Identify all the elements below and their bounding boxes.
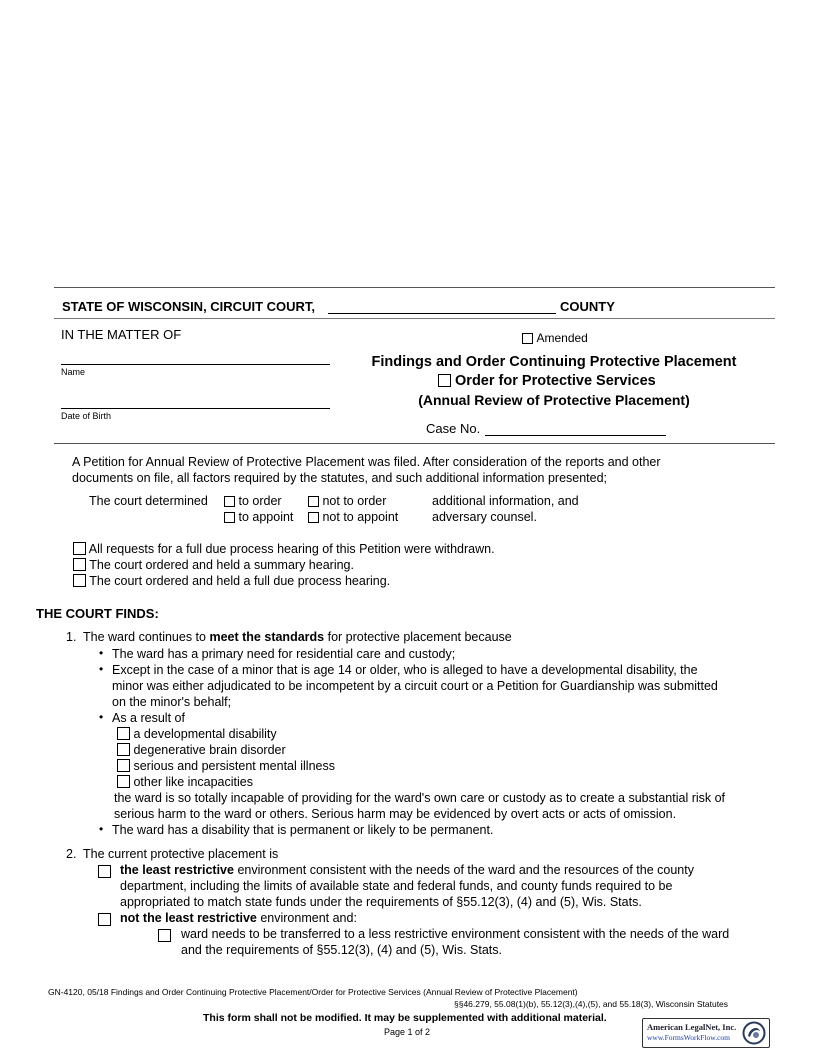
hearing-summary-checkbox[interactable] (73, 558, 86, 571)
not-to-appoint-option[interactable] (308, 510, 398, 524)
condition-other[interactable] (117, 775, 253, 789)
statutes-line: §§46.279, 55.08(1)(b), 55.12(3),(4),(5), and 55.18(3), Wisconsin Statutes (454, 999, 729, 1009)
finding-1-result-l1: the ward is so totally incapable of providing for the ward's own care or custody as to create a substantial risk of (114, 791, 726, 805)
court-line-prefix: STATE OF WISCONSIN, CIRCUIT COURT, (62, 299, 316, 314)
condition-degenerative[interactable] (117, 743, 286, 757)
logo-line-1: American LegalNet, Inc. (647, 1022, 737, 1032)
matter-label: IN THE MATTER OF (61, 327, 182, 342)
finding-1-bullet-2-l2: minor was either adjudicated to be incompetent by a circuit court or a Petition for Guardianship was submitted (112, 679, 718, 693)
condition-checkbox[interactable] (117, 775, 130, 788)
dob-label: Date of Birth (61, 411, 112, 421)
county-label: COUNTY (560, 299, 615, 314)
finding-2-intro: The current protective placement is (83, 847, 279, 861)
least-restrictive-l3: appropriated to match state funds under the requirements of §55.12(3), (4) and (5), Wis. Stats. (120, 895, 642, 909)
condition-mental-illness[interactable] (117, 759, 335, 773)
least-restrictive-checkbox[interactable] (98, 865, 111, 878)
finding-1-number: 1. (66, 630, 77, 644)
bullet-icon: • (99, 710, 104, 724)
title-line-2[interactable] (438, 373, 656, 389)
findings-heading: THE COURT FINDS: (36, 606, 159, 621)
condition-developmental[interactable] (117, 727, 277, 741)
not-to-order-option[interactable] (308, 494, 386, 508)
not-to-appoint-checkbox[interactable] (308, 512, 319, 523)
not-least-restrictive-checkbox[interactable] (98, 913, 111, 926)
condition-checkbox[interactable] (117, 759, 130, 772)
case-no-label: Case No. (426, 421, 481, 436)
top-rule (54, 287, 775, 288)
to-appoint-label: to appoint (238, 510, 294, 524)
title-line-3: (Annual Review of Protective Placement) (418, 392, 690, 408)
bullet-icon: • (99, 822, 104, 836)
form-footer-line: GN-4120, 05/18 Findings and Order Continuing Protective Placement/Order for Protective Services (Annual Review of Protective Placement) (48, 987, 578, 997)
protective-services-checkbox[interactable] (438, 374, 451, 387)
hearing-withdrawn-checkbox[interactable] (73, 542, 86, 555)
condition-checkbox[interactable] (117, 727, 130, 740)
condition-label: other like incapacities (133, 775, 253, 789)
finding-1-intro (83, 630, 512, 644)
finding-1-bullet-1: The ward has a primary need for residential care and custody; (112, 647, 456, 661)
to-order-checkbox[interactable] (224, 496, 235, 507)
dob-field[interactable] (61, 408, 330, 409)
header-rule (54, 318, 775, 319)
publisher-logo (642, 1018, 770, 1048)
finding-1-result-l2: serious harm to the ward or others. Serious harm may be evidenced by overt acts or acts of omission. (114, 807, 677, 821)
finding-1-pre: The ward continues to (83, 630, 206, 644)
additional-info-text: additional information, and (432, 494, 579, 508)
determined-label: The court determined (89, 494, 208, 508)
modification-notice: This form shall not be modified. It may be supplemented with additional material. (203, 1012, 607, 1024)
title-line-1: Findings and Order Continuing Protective Placement (371, 354, 737, 370)
transfer-checkbox[interactable] (158, 929, 171, 942)
to-appoint-option[interactable] (224, 510, 293, 524)
name-label: Name (61, 367, 86, 377)
to-order-label: to order (238, 494, 282, 508)
bullet-icon: • (99, 662, 104, 676)
case-no-field[interactable] (485, 435, 666, 436)
finding-1-bold: meet the standards (209, 630, 325, 644)
amended-checkbox[interactable] (522, 333, 533, 344)
least-restrictive-l1 (120, 863, 694, 877)
to-order-option[interactable] (224, 494, 282, 508)
intro-line-1: A Petition for Annual Review of Protective Placement was filed. After consideration of the reports and other (72, 455, 661, 469)
hearing-withdrawn-label: All requests for a full due process hearing of this Petition were withdrawn. (88, 542, 495, 556)
finding-1-bullet-3: As a result of (112, 711, 185, 725)
condition-checkbox[interactable] (117, 743, 130, 756)
not-least-restrictive-bold: not the least restrictive (120, 911, 257, 925)
condition-label: a developmental disability (133, 727, 277, 741)
county-field[interactable] (328, 313, 556, 314)
name-field[interactable] (61, 364, 330, 365)
title-line-2-label: Order for Protective Services (455, 373, 656, 389)
not-to-order-label: not to order (322, 494, 387, 508)
hearing-full-label: The court ordered and held a full due process hearing. (89, 574, 391, 588)
condition-label: serious and persistent mental illness (133, 759, 335, 773)
amended-label: Amended (536, 331, 588, 345)
not-to-appoint-label: not to appoint (322, 510, 399, 524)
finding-1-bullet-4: The ward has a disability that is permanent or likely to be permanent. (112, 823, 494, 837)
logo-globe-icon (742, 1021, 766, 1045)
hearing-option-summary[interactable] (73, 558, 354, 572)
intro-line-2: documents on file, all factors required by the statutes, and such additional information presented; (72, 471, 608, 485)
page-number: Page 1 of 2 (384, 1027, 431, 1037)
hearing-full-checkbox[interactable] (73, 574, 86, 587)
least-restrictive-l2: department, including the limits of available state and federal funds, and county funds required to be (120, 879, 673, 893)
not-least-restrictive-text: environment and: (260, 911, 357, 925)
hearing-option-withdrawn[interactable] (73, 542, 495, 556)
not-least-restrictive-line (120, 911, 357, 925)
transfer-l2: and the requirements of §55.12(3), (4) and (5), Wis. Stats. (181, 943, 502, 957)
adversary-counsel-text: adversary counsel. (432, 510, 537, 524)
not-to-order-checkbox[interactable] (308, 496, 319, 507)
hearing-option-full[interactable] (73, 574, 390, 588)
finding-2-number: 2. (66, 847, 77, 861)
condition-label: degenerative brain disorder (133, 743, 286, 757)
finding-1-bullet-2-l1: Except in the case of a minor that is age 14 or older, who is alleged to have a developmental disability, the (112, 663, 698, 677)
hearing-summary-label: The court ordered and held a summary hearing. (89, 558, 354, 572)
logo-line-2: www.FormsWorkFlow.com (647, 1033, 731, 1042)
amended-option[interactable] (522, 331, 588, 345)
least-restrictive-text: environment consistent with the needs of the ward and the resources of the county (237, 863, 694, 877)
finding-1-bullet-2-l3: on the minor's behalf; (112, 695, 232, 709)
header-bottom-rule (54, 443, 775, 444)
to-appoint-checkbox[interactable] (224, 512, 235, 523)
bullet-icon: • (99, 646, 104, 660)
finding-1-post: for protective placement because (327, 630, 512, 644)
transfer-l1: ward needs to be transferred to a less restrictive environment consistent with the needs of the ward (181, 927, 730, 941)
least-restrictive-bold: the least restrictive (120, 863, 234, 877)
